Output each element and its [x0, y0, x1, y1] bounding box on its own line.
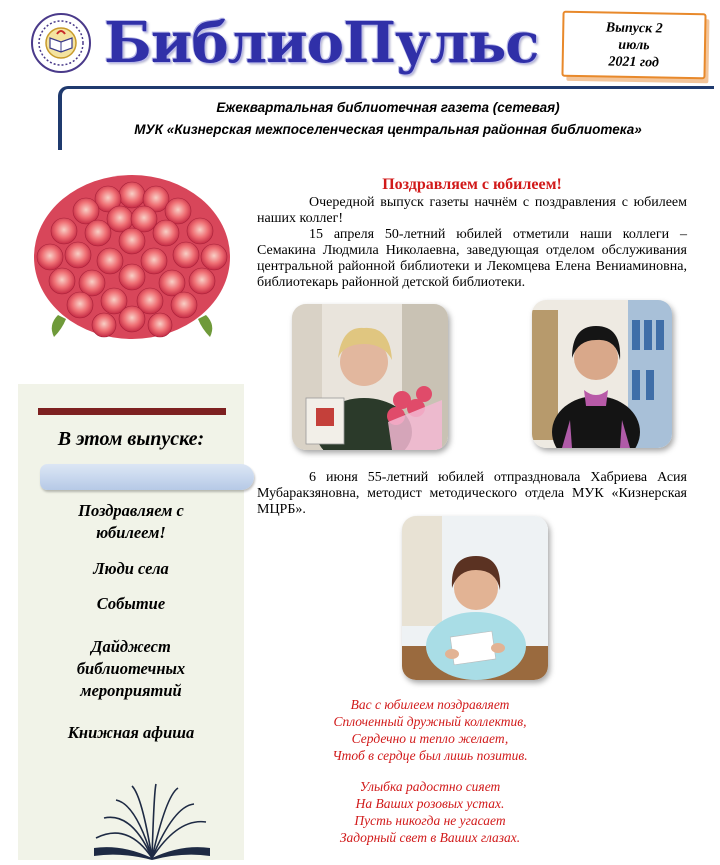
- poem-line: Чтоб в сердце был лишь позитив.: [332, 748, 528, 763]
- article-paragraph-1: Очередной выпуск газеты начнём с поздравления с юбилеем наших коллег!: [257, 195, 687, 226]
- toc-item-label: библиотечных: [76, 659, 186, 678]
- photo-khabrieva: [402, 516, 548, 680]
- toc-item-village-people[interactable]: [18, 558, 244, 580]
- photo-semakina: [292, 304, 448, 450]
- toc-item-label: Событие: [96, 594, 166, 613]
- rose-bouquet-image: [28, 165, 236, 347]
- article-paragraph-2: 15 апреля 50-летний юбилей отметили наши коллеги – Семакина Людмила Николаевна, заведующая отделом обслуживания центральной районной библиотеки и Лекомцева Елена Вениаминовна, библиотекарь районной детской библиотеки.: [257, 227, 687, 290]
- congratulation-poem: [300, 696, 560, 846]
- newspaper-title: БиблиоПульс: [104, 10, 539, 76]
- poem-line: Пусть никогда не угасает: [354, 813, 506, 828]
- toc-item-label: Книжная афиша: [67, 723, 195, 742]
- poem-stanza-gap: [300, 764, 560, 778]
- library-logo: [30, 12, 92, 74]
- toc-item-label: Люди села: [93, 559, 169, 578]
- open-book-icon: [92, 782, 212, 860]
- subtitle-line-2: МУК «Кизнерская межпоселенческая центральная районная библиотека»: [134, 122, 642, 137]
- issue-number: Выпуск 2: [605, 20, 663, 37]
- sidebar-divider-bar: [38, 408, 226, 415]
- subtitle-banner: [58, 86, 714, 150]
- issue-month: июль: [618, 37, 650, 54]
- jubilee-article: [257, 175, 687, 291]
- sidebar-contents: [18, 384, 244, 860]
- article-headline: Поздравляем с юбилеем!: [382, 176, 562, 193]
- issue-year: 2021 год: [608, 54, 660, 71]
- toc-item-label: юбилеем!: [96, 523, 166, 542]
- toc-item-event[interactable]: [18, 593, 244, 615]
- toc-item-label: Дайджест: [91, 637, 171, 656]
- toc-item-digest[interactable]: [18, 636, 244, 702]
- toc-item-label: мероприятий: [80, 681, 182, 700]
- poem-line: Задорный свет в Ваших глазах.: [339, 830, 521, 845]
- poem-line: Сердечно и тепло желает,: [351, 731, 509, 746]
- poem-line: На Ваших розовых устах.: [355, 796, 505, 811]
- subtitle-line-1: Ежеквартальная библиотечная газета (сетевая): [216, 100, 560, 115]
- article-paragraph-3: 6 июня 55-летний юбилей отпраздновала Хабриева Асия Мубаракзяновна, методист методического отдела МУК «Кизнерская МЦРБ».: [257, 470, 687, 517]
- poem-line: Улыбка радостно сияет: [359, 779, 501, 794]
- photo-lekomtseva: [532, 300, 672, 448]
- toc-ribbon: [40, 464, 254, 490]
- toc-item-book-poster[interactable]: [18, 722, 244, 744]
- poem-line: Сплоченный дружный коллектив,: [333, 714, 527, 729]
- toc-title: В этом выпуске:: [57, 428, 205, 450]
- issue-box: [561, 11, 706, 80]
- toc-item-jubilee[interactable]: [18, 500, 244, 544]
- poem-line: Вас с юбилеем поздравляет: [350, 697, 510, 712]
- toc-item-label: Поздравляем с: [78, 501, 184, 520]
